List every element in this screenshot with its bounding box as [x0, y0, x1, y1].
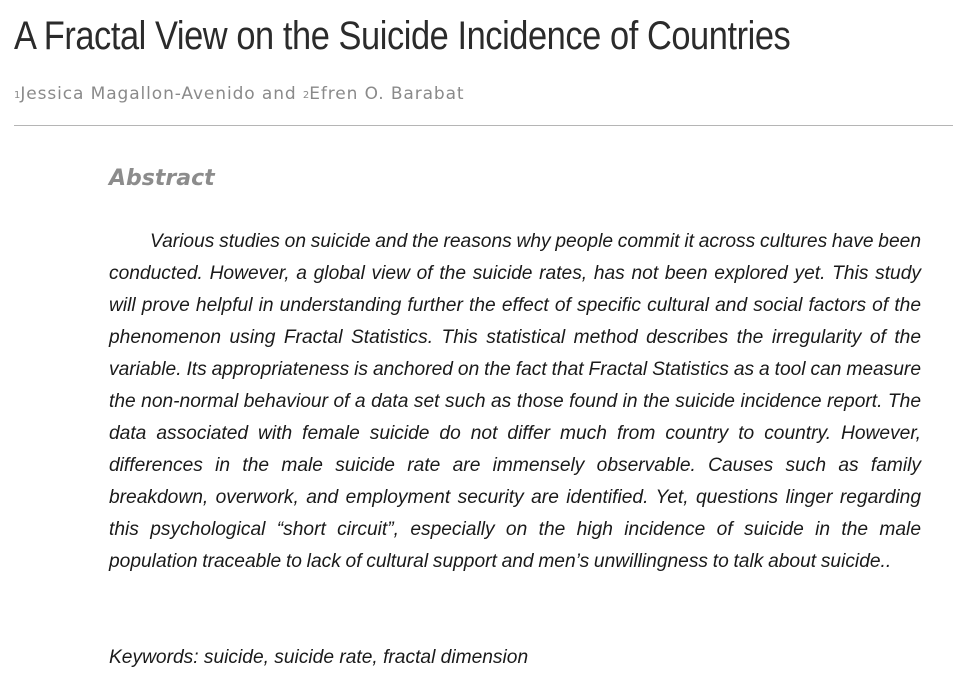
author-2-affiliation-mark: 2 — [302, 90, 310, 101]
abstract-body: Various studies on suicide and the reasons why people commit it across cultures have been conducted. However, a global view of the suicide rates, has not been explored yet. This study will prove helpful in understanding further the effect of specific cultural and social factors of the phenomenon using Fractal Statistics. This statistical method describes the irregularity of the variable. Its appropriateness is anchored on the fact that Fractal Statistics as a tool can measure the non-normal behaviour of a data set such as those found in the suicide incidence report. The data associated with female suicide do not differ much from country to country. However, differences in the male suicide rate are immensely observable. Causes such as family breakdown, overwork, and employment security are identified. Yet, questions linger regarding this psychological “short circuit”, especially on the high incidence of suicide in the male population traceable to lack of cultural support and men’s unwillingness to talk about suicide.. — [109, 231, 921, 572]
paper-title: A Fractal View on the Suicide Incidence of Countries — [14, 14, 791, 58]
keywords-line: Keywords: suicide, suicide rate, fractal dimension — [109, 647, 529, 668]
author-joiner: and — [255, 84, 303, 104]
author-line — [14, 80, 465, 108]
author-2-name: Efren O. Barabat — [309, 84, 465, 104]
abstract-heading: Abstract — [109, 166, 215, 191]
author-1-affiliation-mark: 1 — [14, 90, 21, 101]
header-divider — [14, 125, 953, 126]
author-1-name: Jessica Magallon-Avenido — [20, 84, 256, 104]
